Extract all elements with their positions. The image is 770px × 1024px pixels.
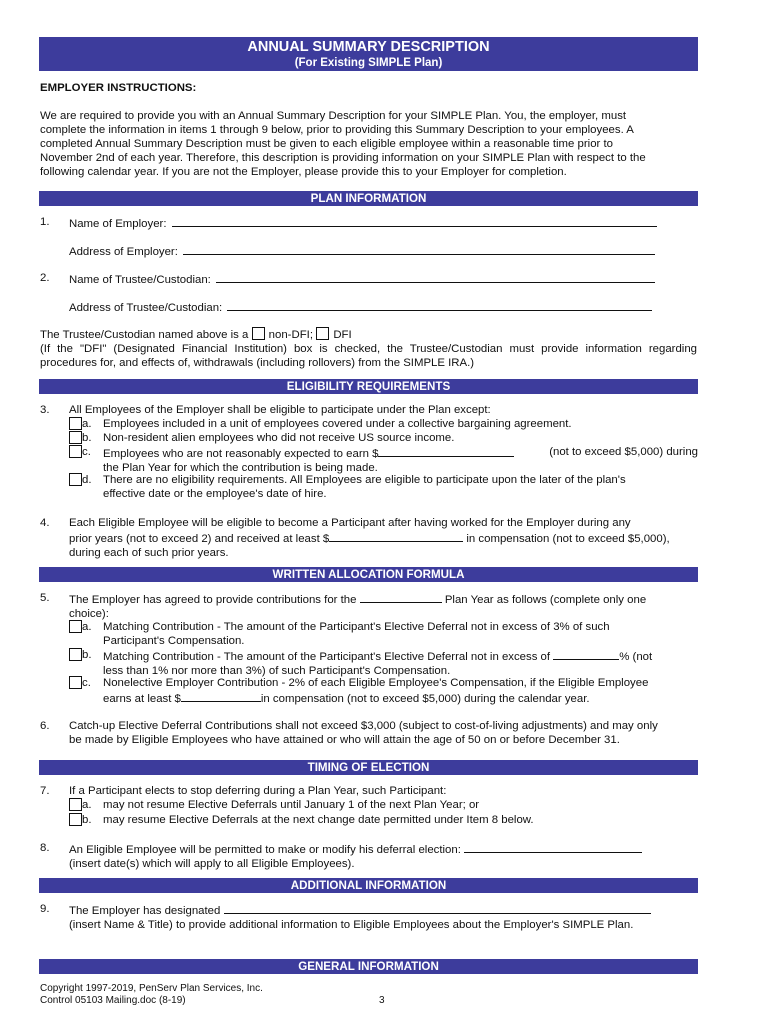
eligibility-b-checkbox[interactable] (69, 431, 82, 444)
match-percent-field[interactable] (553, 648, 619, 660)
option-text-line: Matching Contribution - The amount of the Participant's Elective Deferral not in excess of 3% of such (103, 621, 610, 633)
allocation-a-text (103, 620, 610, 648)
paragraph-line: Each Eligible Employee will be eligible to become a Participant after having worked for the Employer during any (69, 517, 631, 529)
employer-address-field[interactable] (183, 243, 655, 255)
trustee-name-row (69, 271, 655, 287)
section-written-allocation-formula: WRITTEN ALLOCATION FORMULA (39, 567, 698, 582)
option-label: c. (82, 446, 91, 458)
nonelective-earnings-field[interactable] (181, 690, 261, 702)
option-label: d. (82, 474, 92, 486)
option-label: b. (82, 814, 92, 826)
item-number: 5. (40, 592, 50, 604)
paragraph-line: (insert date(s) which will apply to all Eligible Employees). (69, 858, 355, 870)
section-plan-information: PLAN INFORMATION (39, 191, 698, 206)
allocation-b-text (103, 648, 698, 678)
eligibility-d-text-line: There are no eligibility requirements. All Employees are eligible to participate upon the later of the plan's (103, 474, 626, 486)
eligibility-d-text-line: effective date or the employee's date of hire. (103, 488, 327, 500)
eligibility-c-checkbox[interactable] (69, 445, 82, 458)
plan-year-field[interactable] (360, 591, 442, 603)
designee-paragraph (69, 902, 651, 932)
paragraph-part: in compensation (not to exceed $5,000), (466, 533, 670, 545)
page-title: ANNUAL SUMMARY DESCRIPTION (247, 39, 490, 55)
paragraph-line: during each of such prior years. (69, 547, 229, 559)
eligibility-b-text: Non-resident alien employees who did not receive US source income. (103, 432, 455, 444)
employer-name-label: Name of Employer: (69, 218, 167, 230)
option-text-part: Matching Contribution - The amount of the Participant's Elective Deferral not in excess of (103, 651, 551, 663)
section-eligibility-requirements: ELIGIBILITY REQUIREMENTS (39, 379, 698, 394)
section-general-information: GENERAL INFORMATION (39, 959, 698, 974)
instructions-body (40, 109, 700, 179)
trustee-type-row (40, 327, 352, 342)
paragraph-part: prior years (not to exceed 2) and received at least $ (69, 533, 330, 545)
option-label: b. (82, 649, 92, 661)
election-date-field[interactable] (464, 841, 642, 853)
employer-address-row (69, 243, 655, 259)
allocation-a-checkbox[interactable] (69, 620, 82, 633)
instructions-line: We are required to provide you with an Annual Summary Description for your SIMPLE Plan. You, the employer, must (40, 110, 627, 122)
designee-field[interactable] (224, 902, 651, 914)
paragraph-part: An Eligible Employee will be permitted to make or modify his deferral election: (69, 844, 461, 856)
contribution-paragraph (69, 591, 689, 621)
allocation-c-checkbox[interactable] (69, 676, 82, 689)
paragraph-line: be made by Eligible Employees who have attained or who will attain the age of 50 on or before December 31. (69, 734, 620, 746)
option-label: a. (82, 418, 92, 430)
option-text-line: Participant's Compensation. (103, 635, 245, 647)
participation-paragraph (69, 516, 697, 560)
earnings-limit-field[interactable] (378, 445, 514, 457)
eligibility-c-text (103, 445, 698, 475)
section-additional-information: ADDITIONAL INFORMATION (39, 878, 698, 893)
instructions-line: following calendar year. If you are not the Employer, please provide this to your Employer for completion. (40, 166, 567, 178)
instructions-heading: EMPLOYER INSTRUCTIONS: (40, 82, 197, 94)
paragraph-line: Catch-up Elective Deferral Contributions shall not exceed $3,000 (subject to cost-of-living adjustments) and may only (69, 720, 658, 732)
item-number: 1. (40, 216, 50, 228)
paragraph-line: (insert Name & Title) to provide additional information to Eligible Employees about the Employer's SIMPLE Plan. (69, 919, 634, 931)
item-number: 3. (40, 404, 50, 416)
dfi-label: DFI (333, 329, 352, 341)
section-timing-of-election: TIMING OF ELECTION (39, 760, 698, 775)
stop-deferring-intro: If a Participant elects to stop deferring during a Plan Year, such Participant: (69, 785, 447, 797)
option-text-part: earns at least $ (103, 693, 181, 705)
eligibility-c-text-part: the Plan Year for which the contribution is being made. (103, 462, 378, 474)
paragraph-part: Plan Year as follows (complete only one (444, 594, 647, 606)
paragraph-part: The Employer has designated (69, 905, 221, 917)
eligibility-a-text: Employees included in a unit of employees covered under a collective bargaining agreement. (103, 418, 572, 430)
item-number: 2. (40, 272, 50, 284)
dfi-note (40, 342, 697, 370)
trustee-address-field[interactable] (227, 299, 652, 311)
option-text-part: % (not (619, 651, 653, 663)
paragraph-line (69, 591, 689, 607)
instructions-line: complete the information in items 1 through 9 below, prior to providing this Summary Description to your employees. A (40, 124, 634, 136)
allocation-b-checkbox[interactable] (69, 648, 82, 661)
option-label: a. (82, 621, 92, 633)
page-number: 3 (379, 995, 385, 1006)
item-number: 9. (40, 903, 50, 915)
option-label: b. (82, 432, 92, 444)
option-text-line: Nonelective Employer Contribution - 2% of each Eligible Employee's Compensation, if the Eligible Employee (103, 677, 649, 689)
eligibility-d-checkbox[interactable] (69, 473, 82, 486)
prior-compensation-field[interactable] (329, 530, 463, 542)
instructions-line: November 2nd of each year. Therefore, this description is providing information on your SIMPLE Plan with respect to the (40, 152, 646, 164)
employer-address-label: Address of Employer: (69, 246, 178, 258)
copyright: Copyright 1997-2019, PenServ Plan Services, Inc. (40, 983, 263, 994)
timing-a-text: may not resume Elective Deferrals until January 1 of the next Plan Year; or (103, 799, 480, 811)
paragraph-line (69, 902, 651, 918)
item-number: 7. (40, 785, 50, 797)
non-dfi-checkbox[interactable] (252, 327, 265, 340)
employer-name-field[interactable] (172, 215, 657, 227)
paragraph-line (69, 841, 642, 857)
item-number: 8. (40, 842, 50, 854)
control-number: Control 05103 Mailing.doc (8-19) (40, 995, 186, 1006)
option-text-line (103, 690, 648, 706)
item-number: 6. (40, 720, 50, 732)
timing-b-text: may resume Elective Deferrals at the next change date permitted under Item 8 below. (103, 814, 534, 826)
election-date-paragraph (69, 841, 642, 871)
eligibility-c-text-part: Employees who are not reasonably expected to earn $ (103, 448, 379, 460)
trustee-type-label: The Trustee/Custodian named above is a (40, 329, 249, 341)
dfi-note-line: procedures for, and effects of, withdrawals (including rollovers) from the SIMPLE IRA.) (40, 357, 475, 369)
instructions-line: completed Annual Summary Description must be given to each eligible employee within a reasonable time prior to (40, 138, 613, 150)
non-dfi-label: non-DFI; (268, 329, 313, 341)
trustee-address-row (69, 299, 652, 315)
employer-name-row (69, 215, 657, 231)
page-subtitle: (For Existing SIMPLE Plan) (294, 57, 443, 69)
dfi-checkbox[interactable] (316, 327, 329, 340)
eligibility-c-text-part: (not to exceed $5,000) during (549, 446, 698, 458)
trustee-address-label: Address of Trustee/Custodian: (69, 302, 223, 314)
option-text-line (103, 648, 698, 664)
option-text-part: in compensation (not to exceed $5,000) during the calendar year. (260, 693, 590, 705)
trustee-name-label: Name of Trustee/Custodian: (69, 274, 211, 286)
option-label: c. (82, 677, 91, 689)
dfi-note-line: (If the "DFI" (Designated Financial Institution) box is checked, the Trustee/Custodian must provide information regarding (40, 343, 697, 355)
item-number: 4. (40, 517, 50, 529)
option-label: a. (82, 799, 92, 811)
trustee-name-field[interactable] (216, 271, 655, 283)
paragraph-line: choice): (69, 608, 109, 620)
title-bar (39, 37, 698, 71)
paragraph-line (69, 530, 697, 546)
eligibility-intro: All Employees of the Employer shall be eligible to participate under the Plan except: (69, 404, 491, 416)
paragraph-part: The Employer has agreed to provide contributions for the (69, 594, 357, 606)
eligibility-a-checkbox[interactable] (69, 417, 82, 430)
timing-b-checkbox[interactable] (69, 813, 82, 826)
catch-up-paragraph (69, 719, 658, 747)
eligibility-d-text (103, 473, 626, 501)
option-text-line: less than 1% nor more than 3%) of such Participant's Compensation. (103, 665, 451, 677)
timing-a-checkbox[interactable] (69, 798, 82, 811)
allocation-c-text (103, 676, 648, 706)
